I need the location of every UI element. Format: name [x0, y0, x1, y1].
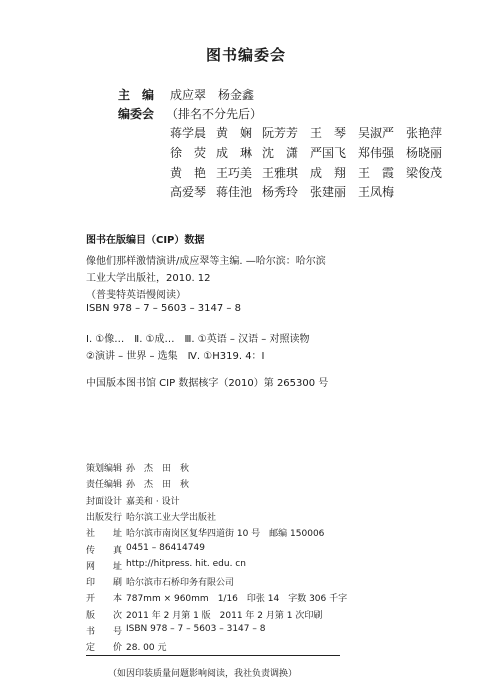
pub-label: 书 号: [86, 627, 123, 637]
board-member-name: 王凤梅: [358, 185, 395, 199]
pub-value: 28. 00 元: [126, 643, 167, 653]
footer-note: （如因印装质量问题影响阅读，我社负责调换）: [108, 669, 298, 679]
board-label: 编委会: [118, 107, 155, 121]
pub-label: 出版发行: [86, 513, 123, 523]
pub-label: 社 址: [86, 529, 123, 539]
board-member-name: 高爱琴: [170, 185, 207, 199]
board-member-name: 严国飞: [310, 146, 347, 160]
pub-value: ISBN 978 – 7 – 5603 – 3147 – 8: [126, 624, 266, 634]
divider: [86, 655, 340, 656]
pub-value: 哈尔滨市南岗区复华四道街 10 号 邮编 150006: [126, 529, 325, 539]
pub-value: 哈尔滨工业大学出版社: [126, 513, 217, 523]
board-member-name: 成 琳: [216, 146, 253, 160]
board-member-name: 杨秀玲: [262, 185, 299, 199]
pub-value: 787mm × 960mm 1/16 印张 14 字数 306 千字: [126, 594, 348, 604]
board-note: （排名不分先后）: [166, 107, 263, 121]
board-member-name: 梁俊茂: [406, 166, 443, 180]
board-member-name: 张建丽: [310, 185, 347, 199]
board-member-name: 蒋佳池: [216, 185, 253, 199]
pub-label: 开 本: [86, 594, 123, 604]
board-member-name: 阮芳芳: [262, 126, 299, 140]
board-member-name: 吴淑严: [358, 126, 395, 140]
board-member-name: 蒋学晨: [170, 126, 207, 140]
cip-line: （普斐特英语慢阅读）: [86, 290, 186, 301]
board-member-name: 黄 艳: [170, 166, 207, 180]
pub-label: 版 次: [86, 611, 123, 621]
pub-value: 0451 – 86414749: [126, 543, 205, 553]
page-title: 图书编委会: [205, 46, 286, 64]
board-member-name: 郑伟强: [358, 146, 395, 160]
cip-heading: 图书在版编目（CIP）数据: [86, 235, 205, 246]
cip-line: 工业大学出版社，2010. 12: [86, 273, 211, 284]
cip-classification: Ⅰ. ①像… Ⅱ. ①成… Ⅲ. ①英语 – 汉语 – 对照读物: [86, 334, 310, 345]
pub-label: 传 真: [86, 546, 123, 556]
board-member-name: 王 琴: [310, 126, 347, 140]
pub-label: 网 址: [86, 562, 123, 572]
cip-isbn: ISBN 978 – 7 – 5603 – 3147 – 8: [86, 303, 241, 314]
board-member-name: 王巧美: [216, 166, 253, 180]
pub-value: http://hitpress. hit. edu. cn: [126, 559, 246, 569]
chief-editor-label: 主 编: [118, 88, 155, 102]
pub-value: 2011 年 2 月第 1 版 2011 年 2 月第 1 次印刷: [126, 611, 323, 621]
pub-value: 哈尔滨市石桥印务有限公司: [126, 578, 235, 588]
board-member-name: 杨晓丽: [406, 146, 443, 160]
board-member-name: 王雅琪: [262, 166, 299, 180]
cip-classification: ②演讲 – 世界 – 选集 Ⅳ. ①H319. 4：Ⅰ: [86, 351, 265, 362]
pub-value: 嘉美和 · 设计: [126, 497, 180, 507]
pub-label: 策划编辑: [86, 464, 123, 474]
pub-label: 封面设计: [86, 497, 123, 507]
pub-label: 定 价: [86, 643, 123, 653]
chief-editor-names: 成应翠 杨金鑫: [170, 88, 255, 102]
cip-line: 像他们那样激情演讲/成应翠等主编. —哈尔滨：哈尔滨: [86, 256, 326, 267]
board-member-name: 沈 潇: [262, 146, 299, 160]
board-member-name: 张艳萍: [406, 126, 443, 140]
pub-label: 印 刷: [86, 578, 123, 588]
pub-value: 孙 杰 田 秋: [126, 464, 190, 474]
board-member-name: 徐 荧: [170, 146, 207, 160]
board-member-name: 王 霞: [358, 166, 395, 180]
board-member-name: 成 翔: [310, 166, 347, 180]
pub-value: 孙 杰 田 秋: [126, 480, 190, 490]
board-member-name: 黄 娴: [216, 126, 253, 140]
pub-label: 责任编辑: [86, 480, 123, 490]
cip-core-number: 中国版本图书馆 CIP 数据核字（2010）第 265300 号: [86, 378, 329, 389]
